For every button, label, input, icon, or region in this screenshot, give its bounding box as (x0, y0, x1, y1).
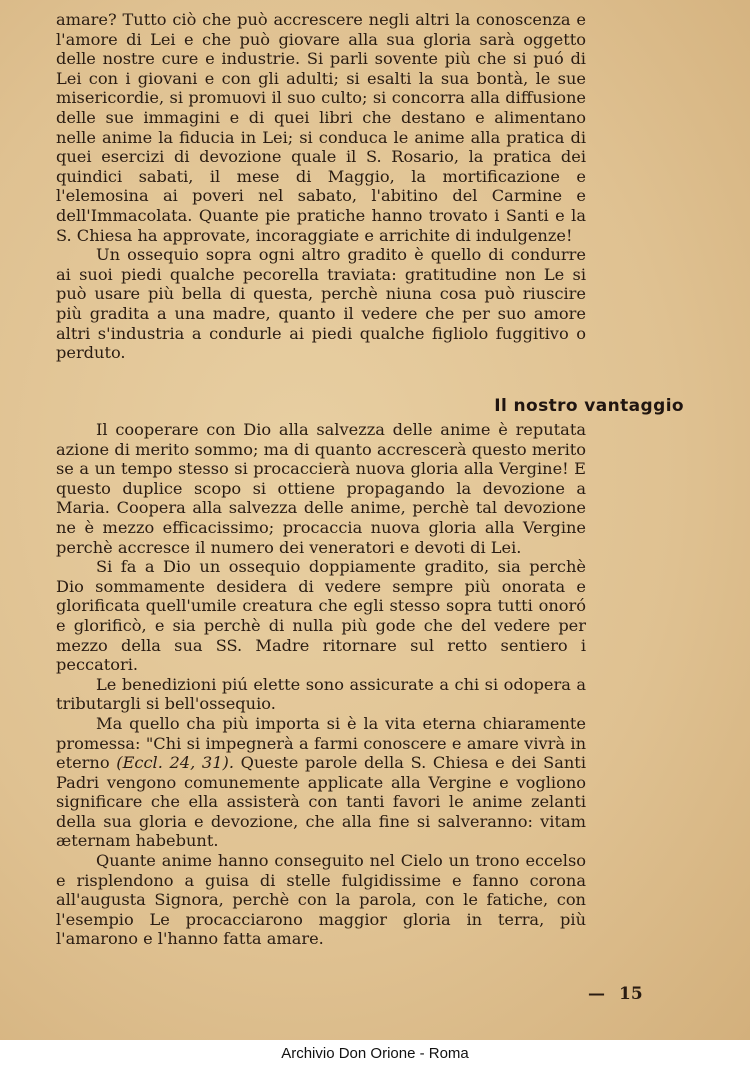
text-section-2 (56, 420, 586, 949)
paragraph (56, 714, 586, 851)
page-number-dash: — (588, 984, 605, 1004)
paragraph: Il cooperare con Dio alla salvezza delle anime è reputata azione di merito sommo; ma di quanto accrescerà questo merito se a un tempo stesso si procaccierà nuova gloria alla Vergine! E questo duplice scopo si ottiene propagando la devozione a Maria. Coopera alla salvezza delle anime, perchè tal devozione ne è mezzo efficacissimo; procaccia nuova gloria alla Vergine perchè accresce il numero dei veneratori e devoti di Lei. (56, 420, 586, 557)
paragraph: Si fa a Dio un ossequio doppiamente gradito, sia perchè Dio sommamente desidera di vedere sempre più onorata e glorificata quell'umile creatura che egli stesso sopra tutti onoró e glorificò, e sia perchè di nulla più gode che del vedere per mezzo della sua SS. Madre ritornare sul retto sentiero i peccatori. (56, 557, 586, 675)
paragraph: Quante anime hanno conseguito nel Cielo un trono eccelso e risplendono a guisa di stelle fulgidissime e fanno corona all'augusta Signora, perchè con la parola, con le fatiche, con l'esempio Le procacciarono maggior gloria in terra, più l'amarono e l'hanno fatta amare. (56, 851, 586, 949)
page-number (588, 984, 643, 1004)
paragraph: Un ossequio sopra ogni altro gradito è quello di condurre ai suoi piedi qualche pecorella traviata: gratitudine non Le si può usare più bella di questa, perchè niuna cosa può riuscire più gradita a una madre, quanto il vedere che per suo amore altri s'industria a condurle ai piedi qualche figliolo fuggitivo o perduto. (56, 245, 586, 363)
paragraph: amare? Tutto ciò che può accrescere negli altri la conoscenza e l'amore di Lei e che può giovare alla sua gloria sarà oggetto delle nostre cure e industrie. Si parli sovente più che si puó di Lei con i giovani e con gli adulti; si esalti la sua bontà, le sue misericordie, si promuovi il suo culto; si concorra alla diffusione delle sue immagini e di quei libri che destano e alimentano nelle anime la fiducia in Lei; si conduca le anime alla pratica di quei esercizi di devozione quale il S. Rosario, la pratica dei quindici sabati, il mese di Maggio, la mortificazione e l'elemosina ai poveri nel sabato, l'abitino del Carmine e dell'Immacolata. Quante pie pratiche hanno trovato i Santi e la S. Chiesa ha approvate, incoraggiate e arrichite di indulgenze! (56, 10, 586, 245)
text-section-1 (56, 10, 586, 363)
page-number-value: 15 (619, 984, 643, 1004)
archive-footer: Archivio Don Orione - Roma (0, 1040, 750, 1068)
citation: (Eccl. 24, 31). (116, 753, 234, 773)
paragraph-text: Queste parole della S. Chiesa e dei Santi Padri vengono comunemente applicate alla Vergine e vogliono significare che ella assisterà con tanti favori le anime zelanti della sua gloria e devozione, che alla fine si salveranno: vitam æternam habebunt. (56, 753, 586, 851)
paragraph-text: Ma quello cha più importa si è la vita eterna chiaramente promessa: "Chi si impegnerà a farmi conoscere e amare vivrà in eterno (56, 713, 586, 773)
section-heading: Il nostro vantaggio (494, 396, 684, 416)
paragraph: Le benedizioni piú elette sono assicurate a chi si odopera a tributargli si bell'ossequio. (56, 674, 586, 714)
